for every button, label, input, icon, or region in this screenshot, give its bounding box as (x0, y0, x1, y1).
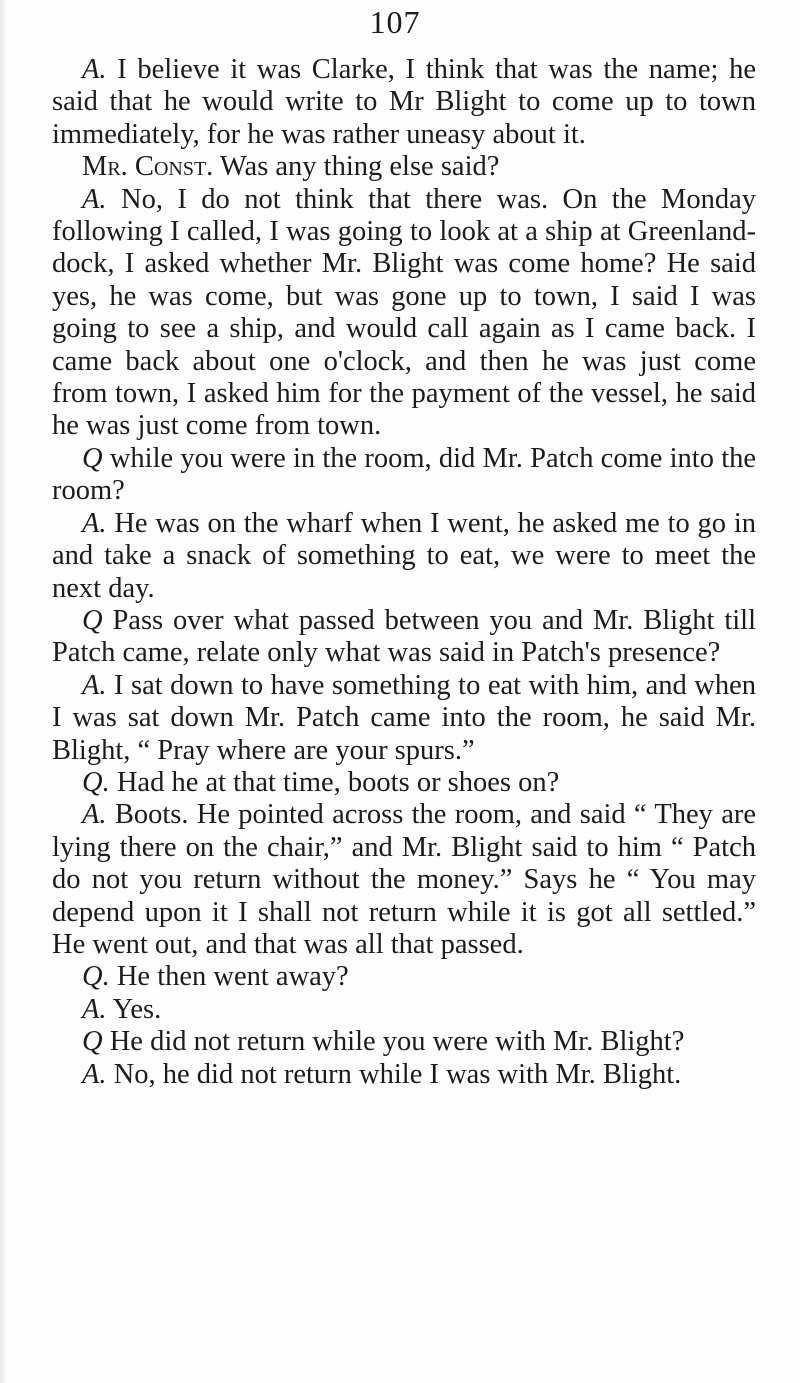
paragraph-text: He did not return while you were with Mr. Blight? (109, 1026, 685, 1058)
paragraph (52, 54, 756, 151)
paragraph-text: Boots. He pointed across the room, and said “ They are lying there on the chair,” and Mr. Blight said to him “ Patch do not you return without the money.” Says he “ You may depend upon it I shall not return while it is got all settled.” He went out, and that was all that passed. (52, 799, 756, 960)
paragraph-text: Yes. (112, 993, 162, 1025)
speaker-label: A. (82, 1058, 107, 1090)
paragraph-text: I sat down to have something to eat with him, and when I was sat down Mr. Patch came into the room, he said Mr. Blight, “ Pray where are your spurs.” (52, 669, 757, 766)
paragraph-text: He was on the wharf when I went, he asked me to go in and take a snack of something to eat, we were to meet the next day. (52, 507, 756, 604)
paragraph-text: while you were in the room, did Mr. Patch come into the room? (52, 442, 757, 507)
paragraph (52, 994, 756, 1026)
paragraph-text: Was any thing else said? (219, 151, 500, 183)
speaker-label: Q. (82, 961, 110, 993)
paragraph (52, 961, 756, 993)
transcript-body (52, 54, 756, 1091)
paragraph (52, 605, 756, 670)
speaker-label: Mr. Const. (82, 151, 214, 183)
speaker-label: Q (82, 604, 103, 636)
speaker-label: A. (82, 183, 107, 215)
speaker-label: Q (82, 442, 103, 474)
speaker-label: A. (82, 993, 107, 1025)
paragraph (52, 1059, 756, 1091)
paragraph (52, 508, 756, 605)
speaker-label: A. (82, 54, 107, 85)
speaker-label: Q (82, 1026, 103, 1058)
paragraph (52, 799, 756, 961)
page-number: 107 (369, 4, 421, 40)
speaker-label: Q. (82, 766, 110, 798)
paragraph (52, 670, 756, 767)
paragraph-text: Pass over what passed between you and Mr. Blight till Patch came, relate only what was said in Patch's presence? (52, 604, 757, 669)
paragraph-text: He then went away? (116, 961, 349, 993)
speaker-label: A. (82, 507, 107, 539)
paragraph (52, 767, 756, 799)
paragraph-text: Had he at that time, boots or shoes on? (116, 766, 560, 798)
page-binding-edge (0, 0, 8, 1383)
paragraph (52, 443, 756, 508)
paragraph-text: I believe it was Clarke, I think that was the name; he said that he would write to Mr Blight to come up to town immediately, for he was rather uneasy about it. (52, 54, 756, 150)
paragraph (52, 184, 756, 443)
paragraph-text: No, I do not think that there was. On the Monday following I called, I was going to look at a ship at Greenland-dock, I asked whether Mr. Blight was come home? He said yes, he was come, but was gone up to town, I said I was going to see a ship, and would call again as I came back. I came back about one o'clock, and then he was just come from town, I asked him for the payment of the vessel, he said he was just come from town. (52, 183, 757, 442)
speaker-label: A. (82, 799, 107, 831)
paragraph (52, 1026, 756, 1058)
paragraph-text: No, he did not return while I was with Mr. Blight. (113, 1058, 682, 1090)
speaker-label: A. (82, 669, 107, 701)
paragraph (52, 151, 756, 183)
